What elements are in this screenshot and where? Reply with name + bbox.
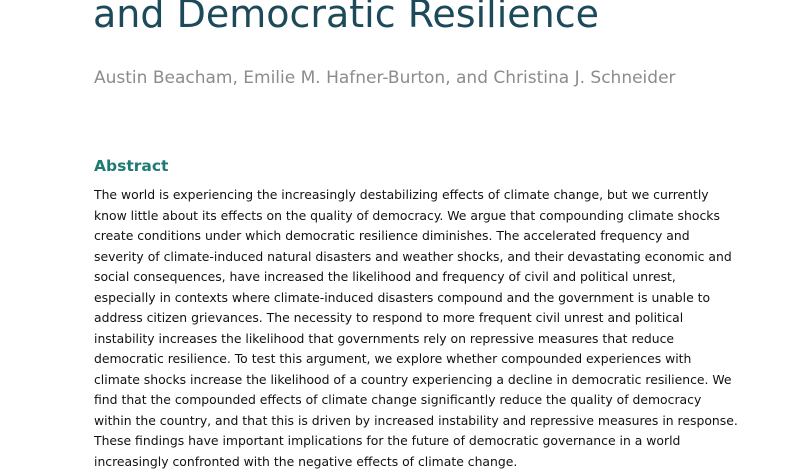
abstract-line: know little about its effects on the quality of democracy. We argue that compounding climate shocks bbox=[94, 206, 734, 227]
abstract-line: find that the compounded effects of climate change significantly reduce the quality of democracy bbox=[94, 390, 734, 411]
paper-title: and Democratic Resilience bbox=[93, 0, 599, 42]
abstract-line: severity of climate-induced natural disasters and weather shocks, and their devastating economic and bbox=[94, 247, 734, 268]
abstract-line: address citizen grievances. The necessity to respond to more frequent civil unrest and political bbox=[94, 308, 734, 329]
abstract-line: create conditions under which democratic resilience diminishes. The accelerated frequency and bbox=[94, 226, 734, 247]
abstract-body bbox=[94, 185, 734, 472]
abstract-line: within the country, and that this is driven by increased instability and repressive measures in response. bbox=[94, 411, 734, 432]
abstract-line: increasingly confronted with the negative effects of climate change. bbox=[94, 452, 734, 472]
abstract-line: These findings have important implications for the future of democratic governance in a world bbox=[94, 431, 734, 452]
abstract-line: democratic resilience. To test this argument, we explore whether compounded experiences with bbox=[94, 349, 734, 370]
abstract-line: social consequences, have increased the likelihood and frequency of civil and political unrest, bbox=[94, 267, 734, 288]
abstract-line: especially in contexts where climate-induced disasters compound and the government is unable to bbox=[94, 288, 734, 309]
abstract-line: instability increases the likelihood that governments rely on repressive measures that reduce bbox=[94, 329, 734, 350]
abstract-line: climate shocks increase the likelihood of a country experiencing a decline in democratic resilience. We bbox=[94, 370, 734, 391]
abstract-line: The world is experiencing the increasingly destabilizing effects of climate change, but we currently bbox=[94, 185, 734, 206]
author-list: Austin Beacham, Emilie M. Hafner-Burton, and Christina J. Schneider bbox=[94, 66, 676, 90]
abstract-heading: Abstract bbox=[94, 155, 168, 177]
